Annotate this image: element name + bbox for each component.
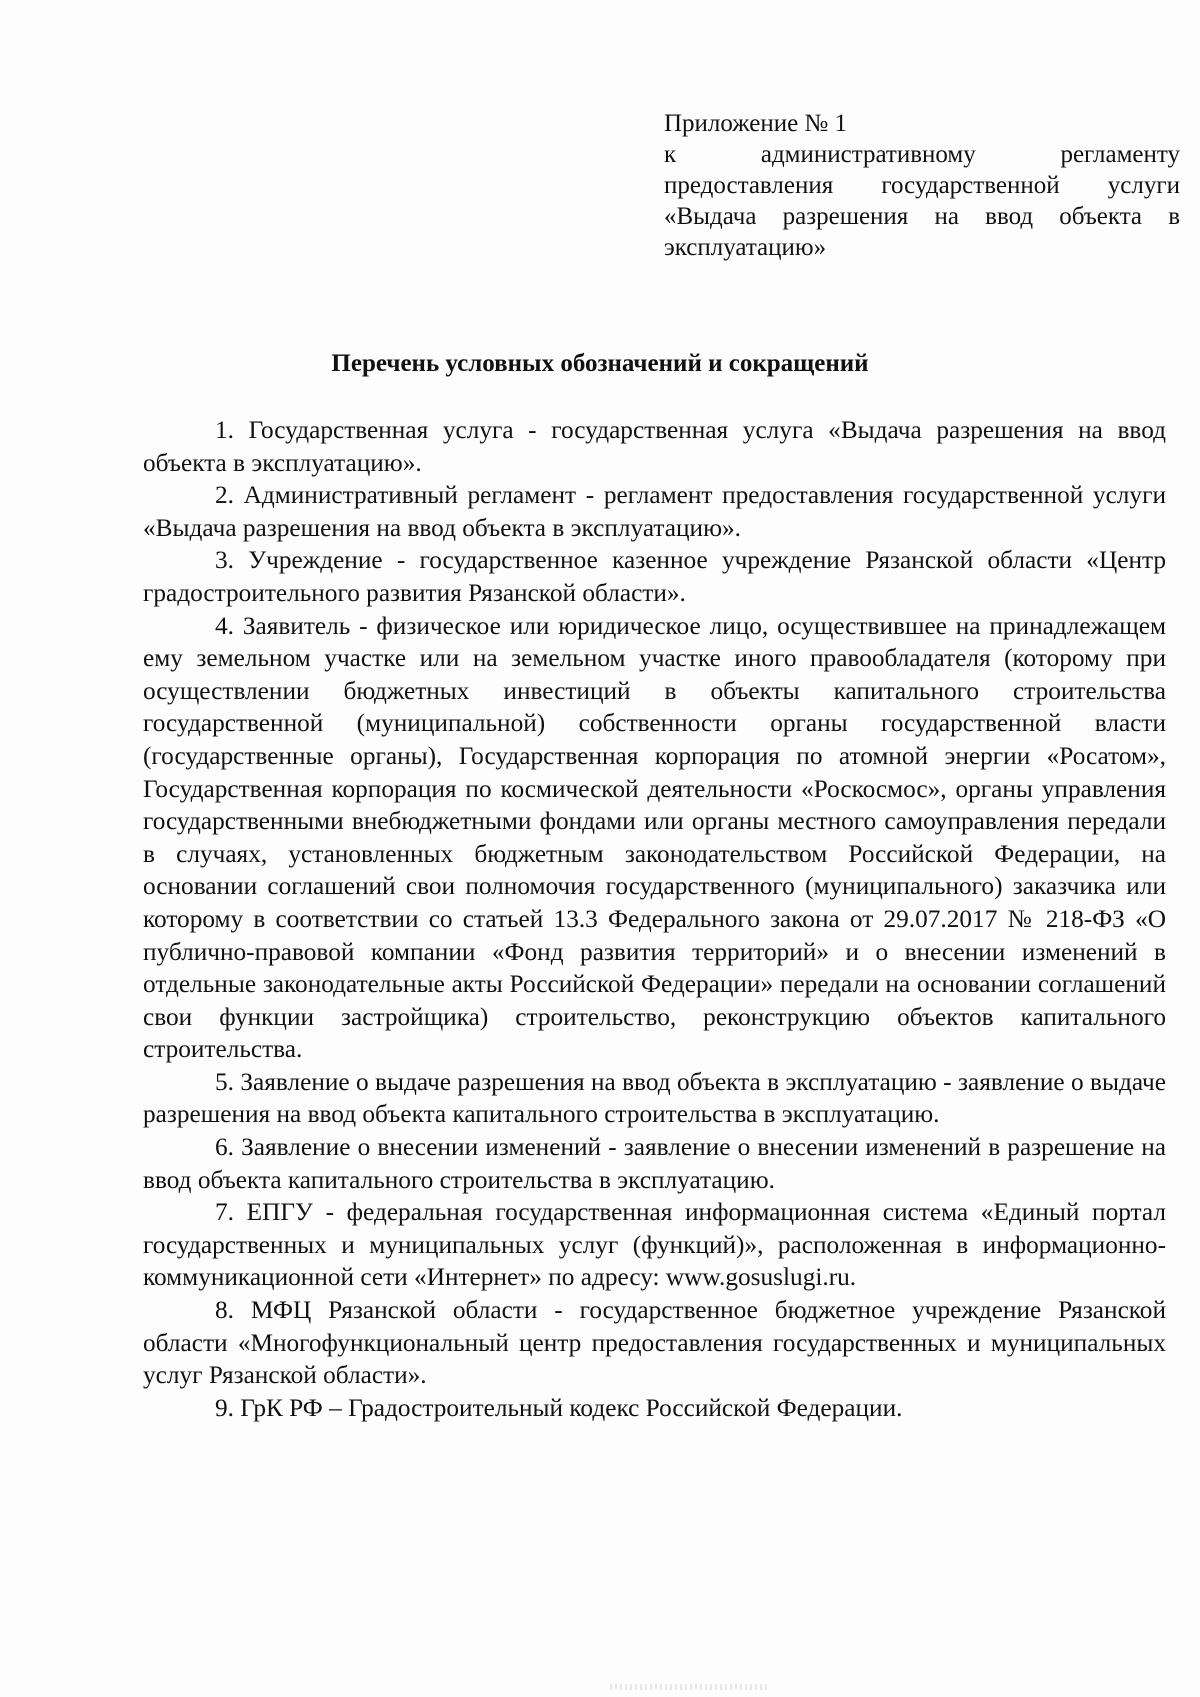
- definition-item-6: 6. Заявление о внесении изменений - заявление о внесении изменений в разрешение на ввод объекта капитального строительства в эксплуатацию.: [143, 1133, 1166, 1194]
- annex-service-name: предоставления государственной услуги «Выдача разрешения на ввод объекта в эксплуатацию»: [664, 172, 1180, 261]
- annex-title: Приложение № 1: [664, 110, 848, 137]
- definition-item-8: 8. МФЦ Рязанской области - государственное бюджетное учреждение Рязанской области «Многофункциональный центр предоставления государственных и муниципальных услуг Рязанской области».: [143, 1296, 1166, 1390]
- document-heading: Перечень условных обозначений и сокращений: [331, 350, 869, 377]
- definition-item-9: 9. ГрК РФ – Градостроительный кодекс Российской Федерации.: [215, 1393, 903, 1422]
- definition-item-2: 2. Административный регламент - регламент предоставления государственной услуги «Выдача разрешения на ввод объекта в эксплуатацию».: [143, 481, 1166, 542]
- definition-item-3: 3. Учреждение - государственное казенное учреждение Рязанской области «Центр градостроительного развития Рязанской области».: [143, 546, 1166, 607]
- definition-item-1: 1. Государственная услуга - государственная услуга «Выдача разрешения на ввод объекта в эксплуатацию».: [143, 416, 1166, 477]
- scan-artifact: [610, 1684, 770, 1690]
- annex-first-line: [664, 139, 1180, 170]
- definition-item-4: 4. Заявитель - физическое или юридическое лицо, осуществившее на принадлежащем ему земельном участке или на земельном участке иного правообладателя (которому при осуществлении бюджетных инвестиций в объекты капитального строительства государственной (муниципальной) собственности органы государственной власти (государственные органы), Государственная корпорация по атомной энергии «Росатом», Государственная корпорация по космической деятельности «Роскосмос», органы управления государственными внебюджетными фондами или органы местного самоуправления передали в случаях, установленных бюджетным законодательством Российской Федерации, на основании соглашений свои полномочия государственного (муниципального) заказчика или которому в соответствии со статьей 13.3 Федерального закона от 29.07.2017 № 218-ФЗ «О публично-правовой компании «Фонд развития территорий» и о внесении изменений в отдельные законодательные акты Российской Федерации» передали на основании соглашений свои функции застройщика) строительство, реконструкцию объектов капитального строительства.: [143, 611, 1166, 1064]
- annex-word-regulation: регламенту: [1060, 141, 1180, 168]
- annex-word-administrative: административному: [760, 141, 976, 168]
- annex-preposition: к: [664, 141, 677, 168]
- definition-item-5: 5. Заявление о выдаче разрешения на ввод объекта в эксплуатацию - заявление о выдаче разрешения на ввод объекта капитального строительства в эксплуатацию.: [143, 1067, 1166, 1129]
- definitions-list: [143, 414, 1166, 1424]
- definition-item-7: 7. ЕПГУ - федеральная государственная информационная система «Единый портал государственных и муниципальных услуг (функций)», расположенная в информационно-коммуникационной сети «Интернет» по адресу: www.gosuslugi.ru.: [143, 1198, 1166, 1292]
- annex-header: [664, 108, 1180, 263]
